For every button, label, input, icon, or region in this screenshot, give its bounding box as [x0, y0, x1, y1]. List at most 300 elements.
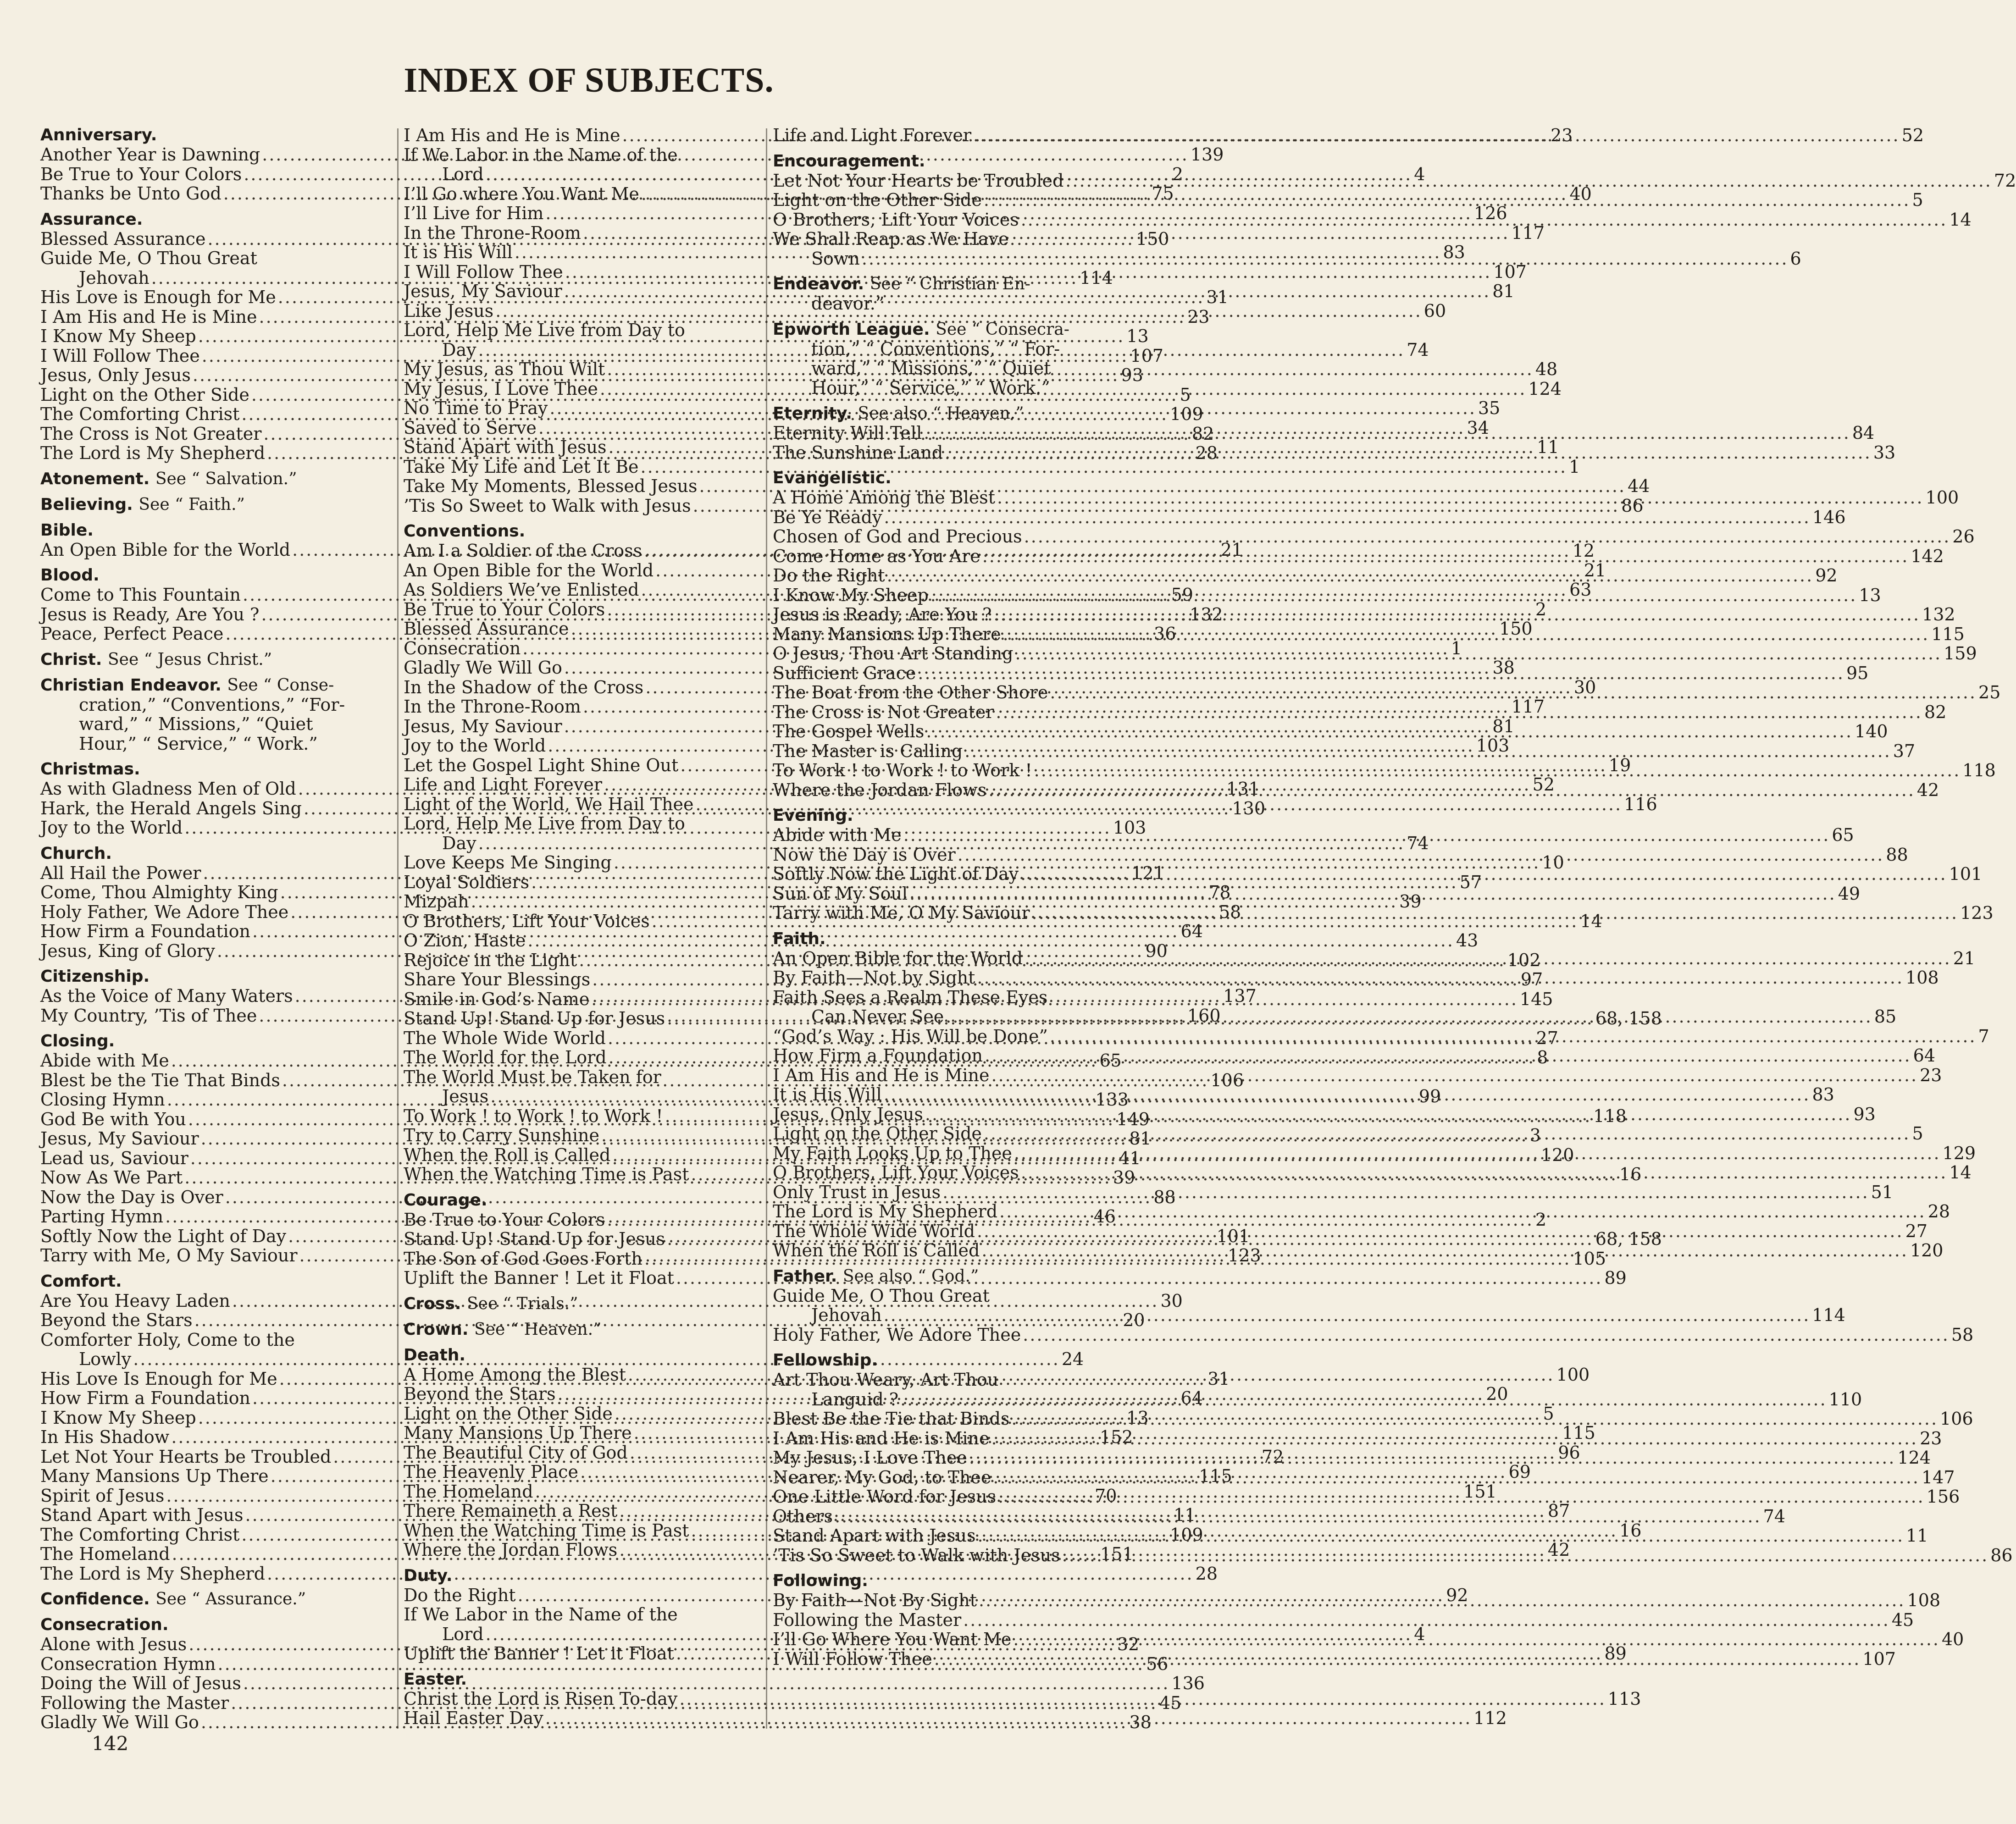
dot-leader [997, 488, 1924, 508]
entry-title: Now the Day is Over [40, 1187, 223, 1207]
page-ref: 120 [1540, 1144, 1574, 1165]
page-ref: 81 [1492, 716, 1515, 736]
section-heading [40, 1590, 388, 1609]
page-ref: 92 [1815, 565, 1838, 586]
entry-title: Take My Moments, Blessed Jesus [404, 476, 698, 496]
entry-title: By Faith—Not by Sight [773, 967, 975, 988]
index-entry [773, 507, 1846, 527]
entry-title: Saved to Serve [404, 417, 537, 438]
section-heading [40, 521, 388, 540]
page-ref: 93 [1853, 1104, 1876, 1124]
dot-leader [884, 1305, 1811, 1325]
entry-title: Come Home as You Are [773, 546, 980, 566]
page-ref: 96 [1558, 1442, 1580, 1463]
page-ref: 133 [1095, 1089, 1129, 1110]
index-entry [773, 643, 1977, 663]
page-ref: 90 [1145, 940, 1168, 961]
page-ref: 118 [1962, 760, 1996, 780]
page-ref: 123 [1228, 1245, 1261, 1266]
page-ref: 58 [1218, 901, 1241, 922]
entry-title: Jesus, Only Jesus [40, 365, 191, 385]
page-ref: 26 [1952, 526, 1975, 547]
page-ref: 83 [1443, 242, 1465, 262]
dot-leader [973, 126, 1900, 145]
page-ref: 81 [1492, 281, 1515, 301]
entry-title: In His Shadow [40, 1427, 170, 1447]
page-title: INDEX OF SUBJECTS. [404, 61, 774, 99]
page-ref: 14 [1949, 209, 1972, 230]
entry-title: The Sunshine Land [773, 442, 943, 463]
entry-title: How Firm a Foundation [40, 1388, 251, 1408]
page-ref: 38 [1129, 1712, 1152, 1732]
page-ref: 109 [1170, 1524, 1203, 1545]
page-ref: 95 [1846, 663, 1869, 683]
page-ref: 4 [1414, 1624, 1425, 1644]
index-section [40, 470, 388, 489]
page-ref: 52 [1532, 774, 1555, 795]
section-heading-label: Evening. [773, 806, 853, 825]
index-section [773, 275, 1126, 314]
page-ref: 45 [1159, 1692, 1182, 1713]
entry-title: Light of the World, We Hail Thee [404, 794, 694, 814]
entry-title: Come, Thou Almighty King [40, 882, 278, 902]
page-ref: 81 [1129, 1128, 1152, 1149]
section-heading [40, 676, 388, 695]
entry-title: Light on the Other Side [404, 1403, 613, 1424]
entry-title: The Comforting Christ [40, 1524, 240, 1545]
index-entry [773, 526, 1975, 547]
page-ref: 4 [1414, 164, 1425, 184]
entry-title-continued: Lowly [79, 1349, 132, 1369]
section-heading [773, 469, 1126, 488]
section-heading [40, 650, 388, 669]
entry-title: I Am His and He is Mine [773, 1065, 990, 1085]
section-heading [404, 1670, 760, 1689]
page-ref: 82 [1192, 423, 1214, 444]
page-ref: 28 [1195, 1563, 1218, 1584]
page-ref: 136 [1171, 1673, 1205, 1693]
cross-reference: See “ Christian En- [870, 275, 1030, 293]
page-ref: 3 [1529, 1125, 1541, 1145]
cross-reference: See “ Conse- [227, 675, 334, 695]
entry-title: Tarry with Me, O My Saviour [40, 1245, 298, 1266]
dot-leader [1025, 949, 1951, 968]
cross-reference: See “ Jesus Christ.” [108, 650, 272, 669]
section-heading [40, 844, 388, 863]
section-heading [404, 1294, 760, 1314]
entry-title: The Gospel Wells [773, 721, 925, 741]
section-heading-label: Easter. [404, 1669, 467, 1689]
entry-title: The Master is Calling [773, 741, 963, 761]
page-ref: 86 [1990, 1545, 2013, 1565]
section-heading-label: Encouragement. [773, 151, 925, 171]
cross-reference-continuation: Hour,” “ Service,” “ Work.” [811, 377, 1050, 398]
page-ref: 114 [1080, 267, 1113, 288]
entry-title: There Remaineth a Rest [404, 1501, 618, 1521]
dot-leader [1050, 1027, 1977, 1046]
entry-title: Softly Now the Light of Day [773, 864, 1019, 884]
dot-leader [1032, 903, 1959, 923]
dot-leader [918, 663, 1844, 683]
dot-leader [982, 547, 1909, 566]
page-ref: 28 [1195, 443, 1218, 463]
page-ref: 72 [1994, 170, 2016, 191]
page-ref: 87 [1547, 1501, 1570, 1521]
section-heading [40, 126, 388, 145]
entry-title: A Home Among the Blest [404, 1364, 626, 1385]
entry-title: Many Mansions Up There [773, 624, 1001, 644]
entry-title: Stand Up! Stand Up for Jesus [404, 1008, 665, 1028]
entry-title: The World for the Lord [404, 1047, 607, 1067]
section-heading [773, 152, 1126, 171]
page-ref: 88 [1153, 1187, 1176, 1207]
entry-title: When the Watching Time is Past [404, 1520, 689, 1541]
page-ref: 120 [1910, 1240, 1944, 1260]
dot-leader [993, 605, 1920, 625]
entry-title: ’Tis So Sweet to Walk with Jesus [404, 495, 691, 516]
page-ref: 103 [1476, 735, 1510, 756]
page-ref: 83 [1812, 1084, 1834, 1105]
entry-title: I Am His and He is Mine [773, 1428, 990, 1448]
entry-title: Abide with Me [40, 1050, 169, 1071]
entry-title-continued: Lord [442, 1624, 484, 1644]
dot-leader [991, 1429, 1918, 1448]
page-ref: 27 [1536, 1028, 1558, 1048]
section-heading-label: Believing. [40, 495, 133, 514]
index-section [40, 676, 388, 754]
dot-leader [1023, 1325, 1950, 1345]
index-section [40, 1590, 388, 1609]
section-heading-label: Epworth League. [773, 320, 930, 339]
page-ref: 107 [1493, 261, 1527, 282]
page-ref: 57 [1459, 872, 1482, 892]
page-ref: 84 [1852, 423, 1875, 443]
entry-title: Am I a Soldier of the Cross [404, 541, 642, 561]
page-ref: 56 [1146, 1653, 1169, 1674]
entry-title: No Time to Pray [404, 398, 548, 418]
entry-title-continued: Can Never See [811, 1006, 944, 1027]
dot-leader [977, 1526, 1904, 1546]
dot-leader [909, 884, 1836, 904]
page-ref: 19 [1608, 755, 1631, 775]
page-ref: 8 [1537, 1047, 1548, 1067]
entry-title: His Love is Enough for Me [40, 287, 276, 307]
entry-title: Jesus is Ready, Are You ? [773, 604, 992, 625]
page-ref: 99 [1418, 1086, 1441, 1106]
page-ref: 12 [1572, 541, 1595, 561]
page-ref: 151 [1463, 1481, 1497, 1502]
page-ref: 82 [1924, 702, 1947, 722]
dot-leader [1034, 761, 1961, 780]
entry-title: It is His Will [404, 242, 513, 262]
page-ref: 35 [1478, 398, 1501, 418]
page-ref: 45 [1891, 1609, 1914, 1630]
page-ref: 86 [1621, 495, 1644, 516]
page-ref: 108 [1905, 967, 1939, 988]
page-ref: 14 [1580, 911, 1602, 931]
page-ref: 13 [1126, 1407, 1149, 1428]
entry-title: As with Gladness Men of Old [40, 779, 296, 799]
page-ref: 150 [1499, 619, 1533, 639]
page-ref: 89 [1604, 1643, 1627, 1664]
section-heading-label: Closing. [40, 1032, 115, 1050]
section-heading [404, 1191, 760, 1210]
entry-title: The Lord is My Shepherd [40, 1563, 266, 1584]
dot-leader [969, 1448, 1896, 1468]
section-heading-label: Duty. [404, 1566, 453, 1585]
dot-leader [926, 722, 1853, 741]
entry-title: Alone with Jesus [40, 1634, 187, 1654]
section-heading-label: Comfort. [40, 1271, 122, 1291]
entry-title: The Homeland [404, 1481, 533, 1502]
entry-title: Like Jesus [404, 300, 494, 321]
entry-title: Joy to the World [404, 735, 546, 756]
section-heading-label: Following. [773, 1571, 868, 1590]
entry-title: All Hail the Power [40, 862, 201, 883]
page-ref: 11 [1174, 1505, 1196, 1525]
page-ref: 142 [1911, 546, 1944, 566]
dot-leader [985, 1046, 1911, 1066]
page-ref: 107 [1130, 345, 1163, 366]
page-ref: 132 [1190, 604, 1223, 625]
entry-title: Consecration Hymn [40, 1653, 216, 1674]
section-heading-label: Evangelistic. [773, 469, 892, 487]
dot-leader [964, 741, 1891, 761]
page-ref: 160 [1187, 1005, 1221, 1026]
page-ref: 101 [1949, 864, 1983, 884]
entry-title: O Brothers, Lift Your Voices [404, 911, 650, 931]
page-ref: 103 [1113, 818, 1146, 838]
entry-title: I Will Follow Thee [40, 345, 200, 366]
entry-title-continued: Jehovah [79, 267, 150, 288]
dot-leader [884, 1085, 1811, 1105]
dot-leader [1021, 1163, 1948, 1183]
section-heading-label: Fellowship. [773, 1351, 878, 1370]
cross-reference-continuation: ward,” “ Missions,” “Quiet [79, 714, 313, 734]
entry-title: Try to Carry Sunshine [404, 1125, 599, 1145]
entry-title: Jesus, King of Glory [40, 940, 215, 961]
dot-leader [958, 845, 1884, 865]
page-ref: 52 [1901, 125, 1924, 145]
entry-title: Life and Light Forever [773, 125, 972, 145]
entry-title: My Country, ’Tis of Thee [40, 1005, 257, 1026]
page-ref: 7 [1978, 1026, 1989, 1046]
entry-title-line: Lord, Help Me Live from Day to [404, 320, 685, 340]
page-ref: 151 [1100, 1544, 1134, 1564]
page-ref: 100 [1556, 1364, 1590, 1385]
index-entry [773, 1201, 1950, 1222]
page-ref: 40 [1942, 1629, 1964, 1649]
entry-title-line: Art Thou Weary, Art Thou [773, 1370, 999, 1390]
entry-title: Light on the Other Side [773, 190, 982, 210]
entry-title: Jesus, My Saviour [404, 281, 562, 301]
dot-leader [925, 1105, 1852, 1124]
entry-title: When the Roll is Called [773, 1240, 980, 1260]
dot-leader [984, 190, 1911, 210]
page-ref: 46 [1093, 1206, 1116, 1227]
cross-reference: See “ Faith.” [138, 495, 245, 514]
page-ref: 117 [1511, 222, 1545, 243]
section-heading [404, 522, 760, 541]
page-ref: 146 [1812, 507, 1846, 527]
entry-title-continued: Jehovah [811, 1305, 882, 1325]
page-ref: 69 [1508, 1462, 1531, 1482]
entry-title: Be True to Your Colors [40, 164, 242, 184]
entry-title: The Whole Wide World [404, 1028, 606, 1048]
entry-title: Following the Master [773, 1609, 962, 1630]
entry-title: An Open Bible for the World [40, 539, 291, 560]
section-heading [40, 1615, 388, 1635]
dot-leader [924, 423, 1850, 443]
page-ref: 5 [1912, 1123, 1923, 1144]
entry-title: Abide with Me [773, 825, 902, 845]
page-ref: 115 [1931, 624, 1965, 644]
entry-title: The Lord is My Shepherd [40, 443, 266, 463]
page-ref: 38 [1492, 658, 1515, 678]
entry-title: Now the Day is Over [773, 844, 956, 865]
entry-title: His Love Is Enough for Me [40, 1368, 277, 1389]
page-ref: 115 [1562, 1423, 1595, 1443]
entry-title: As the Voice of Many Waters [40, 986, 293, 1006]
entry-title: Following the Master [40, 1692, 229, 1713]
section-heading-label: Death. [404, 1345, 466, 1365]
page-ref: 1 [1569, 456, 1580, 477]
entry-title: I’ll Live for Him [404, 203, 544, 223]
entry-title: Rejoice in the Light [404, 950, 577, 970]
page-ref: 74 [1407, 833, 1429, 853]
section-heading [773, 1267, 1126, 1286]
entry-title: Doing the Will of Jesus [40, 1673, 241, 1693]
section-heading [773, 275, 1126, 294]
page-ref: 21 [1953, 948, 1976, 968]
entry-title: The Lord is My Shepherd [773, 1201, 998, 1222]
page-ref: 23 [1920, 1065, 1942, 1085]
entry-title: Be True to Your Colors [404, 599, 605, 619]
page-ref: 89 [1604, 1268, 1627, 1288]
entry-title: Beyond the Stars [40, 1310, 193, 1330]
entry-title: The Homeland [40, 1544, 170, 1564]
entry-title: Nearer, My God, to Thee [773, 1467, 991, 1487]
dot-leader [1050, 683, 1977, 702]
page-ref: 100 [1925, 487, 1959, 508]
dot-leader [1024, 527, 1951, 547]
dot-leader [977, 1222, 1904, 1241]
entry-title: Jesus is Ready, Are You ? [40, 604, 260, 625]
page-ref: 159 [1944, 643, 1977, 663]
page-ref: 1 [1451, 638, 1462, 658]
entry-title: My Jesus, I Love Thee [404, 378, 598, 399]
page-ref: 109 [1170, 404, 1203, 424]
entry-title: Tarry with Me, O My Saviour [773, 903, 1030, 923]
section-heading [40, 470, 388, 489]
section-heading-label: Christ. [40, 650, 102, 669]
dot-leader [977, 968, 1904, 988]
entry-title: Holy Father, We Adore Thee [773, 1324, 1021, 1345]
page-ref: 113 [1607, 1688, 1641, 1709]
dot-leader [1062, 1546, 1989, 1565]
page-ref: 140 [1855, 721, 1888, 741]
page-ref: 126 [1474, 203, 1507, 223]
dot-leader [934, 1649, 1861, 1669]
page-ref: 64 [1180, 1388, 1203, 1408]
page-ref: 24 [1061, 1349, 1084, 1369]
entry-title: “God’s Way : His Will be Done” [773, 1026, 1048, 1046]
page-ref: 40 [1569, 183, 1592, 204]
entry-title: Blest be the Tie That Binds [40, 1070, 280, 1090]
section-heading-label: Courage. [404, 1190, 487, 1210]
index-section [40, 495, 388, 514]
entry-title: I Know My Sheep [40, 1407, 196, 1428]
page-ref: 147 [1922, 1467, 1955, 1487]
page-ref: 64 [1913, 1045, 1935, 1066]
page-ref: 68, 158 [1595, 1008, 1662, 1028]
entry-title: Stand Apart with Jesus [40, 1505, 244, 1525]
page-ref: 39 [1399, 891, 1422, 912]
entry-title: My Faith Looks Up to Thee [773, 1143, 1012, 1163]
index-section [773, 320, 1126, 398]
section-heading [404, 1320, 760, 1339]
page-ref: 118 [1593, 1105, 1627, 1126]
section-heading [40, 967, 388, 986]
section-heading [773, 806, 1126, 825]
page-ref: 88 [1886, 844, 1908, 865]
page-ref: 149 [1116, 1109, 1150, 1129]
section-heading-label: Church. [40, 844, 112, 863]
dot-leader [999, 1202, 1926, 1222]
page-ref: 108 [1907, 1590, 1941, 1610]
cross-reference: See “ Salvation.” [155, 469, 297, 488]
section-heading [40, 1032, 388, 1051]
section-heading-label: Bible. [40, 520, 94, 540]
section-heading-label: Crown. [404, 1320, 469, 1339]
dot-leader [991, 1066, 1918, 1085]
entry-title-line: Comforter Holy, Come to the [40, 1329, 295, 1350]
entry-title: Blessed Assurance [404, 619, 569, 639]
dot-leader [984, 1124, 1911, 1144]
entry-title: I Am His and He is Mine [40, 306, 257, 327]
entry-title: ’Tis So Sweet to Walk with Jesus [773, 1545, 1060, 1565]
entry-title: Uplift the Banner ! Let it Float [404, 1268, 674, 1288]
dot-leader [1011, 1409, 1938, 1429]
page-ref: 97 [1520, 969, 1543, 989]
entry-title: My Jesus, as Thou Wilt [404, 359, 605, 379]
entry-title: To Work ! to Work ! to Work ! [404, 1105, 663, 1126]
page-ref: 23 [1920, 1428, 1942, 1448]
page-ref: 139 [1190, 144, 1224, 165]
page-ref: 33 [1873, 442, 1896, 463]
section-heading-label: Father. [773, 1266, 837, 1286]
entry-title: O Brothers, Lift Your Voices [773, 209, 1019, 230]
section-heading-label: Christmas. [40, 760, 140, 779]
entry-title: I Know My Sheep [773, 585, 929, 605]
entry-title-continued: Day [442, 339, 476, 360]
entry-title: Let the Gospel Light Shine Out [404, 755, 679, 775]
entry-title: Be Ye Ready [773, 507, 882, 527]
section-heading [40, 1272, 388, 1291]
entry-title-line: The World Must be Taken for [404, 1067, 661, 1087]
cross-reference-continuation: deavor.” [811, 293, 885, 314]
page-ref: 11 [1537, 437, 1559, 457]
entry-title: I Am His and He is Mine [404, 125, 620, 145]
page-ref: 36 [1154, 624, 1176, 644]
page-ref: 30 [1573, 677, 1596, 697]
dot-leader [903, 825, 1830, 845]
page-ref: 117 [1511, 696, 1545, 717]
index-entry [773, 604, 1955, 625]
page-ref: 132 [1922, 604, 1955, 625]
dot-leader [993, 1468, 1920, 1487]
page-ref: 106 [1940, 1409, 1973, 1429]
